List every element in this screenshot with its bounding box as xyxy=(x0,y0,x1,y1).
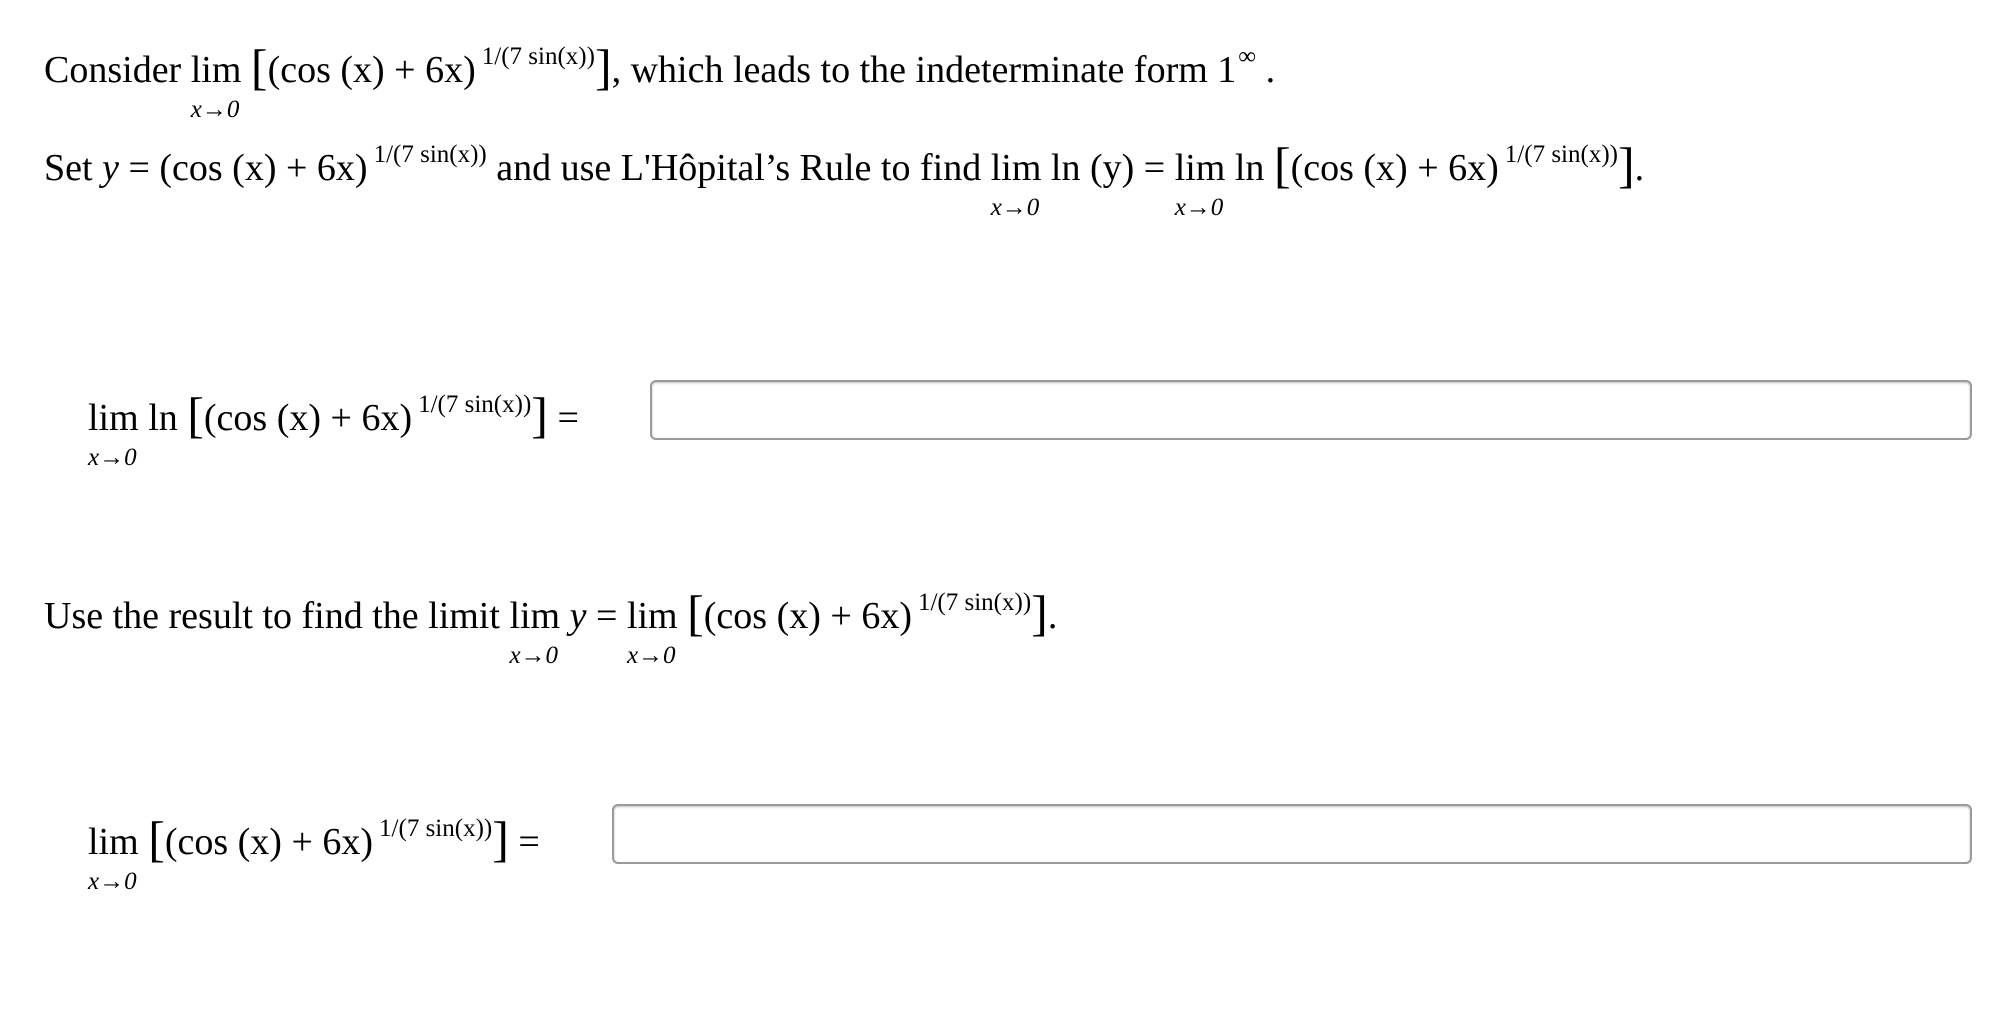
exponent: 1/(7 sin(x)) xyxy=(379,815,493,842)
exponent: 1/(7 sin(x)) xyxy=(373,141,487,168)
question-result xyxy=(44,585,1058,669)
equals-sign: = xyxy=(508,821,540,863)
bracket-open: [ xyxy=(148,811,165,867)
limit-subscript: x→0 xyxy=(626,642,676,669)
consider-label: Consider xyxy=(44,49,182,91)
answer2-input[interactable] xyxy=(612,804,1972,864)
answer2-prompt xyxy=(88,811,540,895)
lim-text: lim xyxy=(88,397,139,439)
indeterminate-text: , which leads to the indeterminate form 1 xyxy=(611,49,1237,91)
limit-subscript: x→0 xyxy=(88,868,137,895)
sentence-end: . xyxy=(1047,595,1058,637)
base-expression: (cos (x) + 6x) xyxy=(267,49,476,91)
lim-text: lim xyxy=(1174,147,1226,189)
y-variable: y xyxy=(560,595,587,637)
limit-subscript: x→0 xyxy=(1174,194,1224,221)
question-setup xyxy=(44,137,1645,221)
lim-text: lim xyxy=(990,147,1042,189)
instruction-text: Use the result to find the limit xyxy=(44,595,510,637)
lim-text: lim xyxy=(626,595,678,637)
bracket-close: ] xyxy=(492,811,509,867)
sentence-end: . xyxy=(1256,49,1276,91)
answer1-input[interactable] xyxy=(650,380,1972,440)
instruction-text: and use L'Hôpital’s Rule to find xyxy=(486,147,991,189)
limit-operator xyxy=(509,595,561,669)
limit-operator xyxy=(190,49,242,123)
lim-text: lim xyxy=(88,821,139,863)
limit-operator xyxy=(990,147,1042,221)
lim-text: lim xyxy=(190,49,242,91)
lim-text: lim xyxy=(509,595,561,637)
set-label: Set xyxy=(44,147,103,189)
limit-operator-2 xyxy=(626,595,678,669)
limit-subscript: x→0 xyxy=(88,444,137,471)
bracket-close: ] xyxy=(531,387,548,443)
exponent: 1/(7 sin(x)) xyxy=(917,589,1032,616)
y-variable: y xyxy=(102,147,119,189)
bracket-open: [ xyxy=(250,39,268,95)
base-expression: (cos (x) + 6x) xyxy=(703,595,912,637)
limit-subscript: x→0 xyxy=(190,96,240,123)
limit-operator xyxy=(88,397,139,471)
ln-text: ln xyxy=(1225,147,1274,189)
limit-operator-2 xyxy=(1174,147,1226,221)
bracket-open: [ xyxy=(1273,137,1291,193)
equals-sign: = xyxy=(547,397,579,439)
limit-subscript: x→0 xyxy=(509,642,559,669)
limit-subscript: x→0 xyxy=(990,194,1040,221)
sentence-end: . xyxy=(1634,147,1645,189)
bracket-close: ] xyxy=(1617,137,1635,193)
ln-y-text: ln (y) = xyxy=(1041,147,1175,189)
base-expression: (cos (x) + 6x) xyxy=(203,397,413,439)
answer1-prompt xyxy=(88,387,579,471)
ln-text: ln xyxy=(138,397,188,439)
question-intro xyxy=(44,39,1276,123)
infinity-exponent: ∞ xyxy=(1238,43,1257,70)
base-expression: (cos (x) + 6x) xyxy=(1290,147,1499,189)
limit-operator xyxy=(88,821,139,895)
bracket-open: [ xyxy=(687,585,704,641)
exponent: 1/(7 sin(x)) xyxy=(1504,141,1618,168)
base-expression: (cos (x) + 6x) xyxy=(164,821,374,863)
exponent: 1/(7 sin(x)) xyxy=(418,391,532,418)
bracket-open: [ xyxy=(187,387,204,443)
y-definition: = (cos (x) + 6x) xyxy=(118,147,368,189)
equals-sign: = xyxy=(586,595,627,637)
bracket-close: ] xyxy=(594,39,612,95)
bracket-close: ] xyxy=(1031,585,1048,641)
exponent: 1/(7 sin(x)) xyxy=(481,43,595,70)
